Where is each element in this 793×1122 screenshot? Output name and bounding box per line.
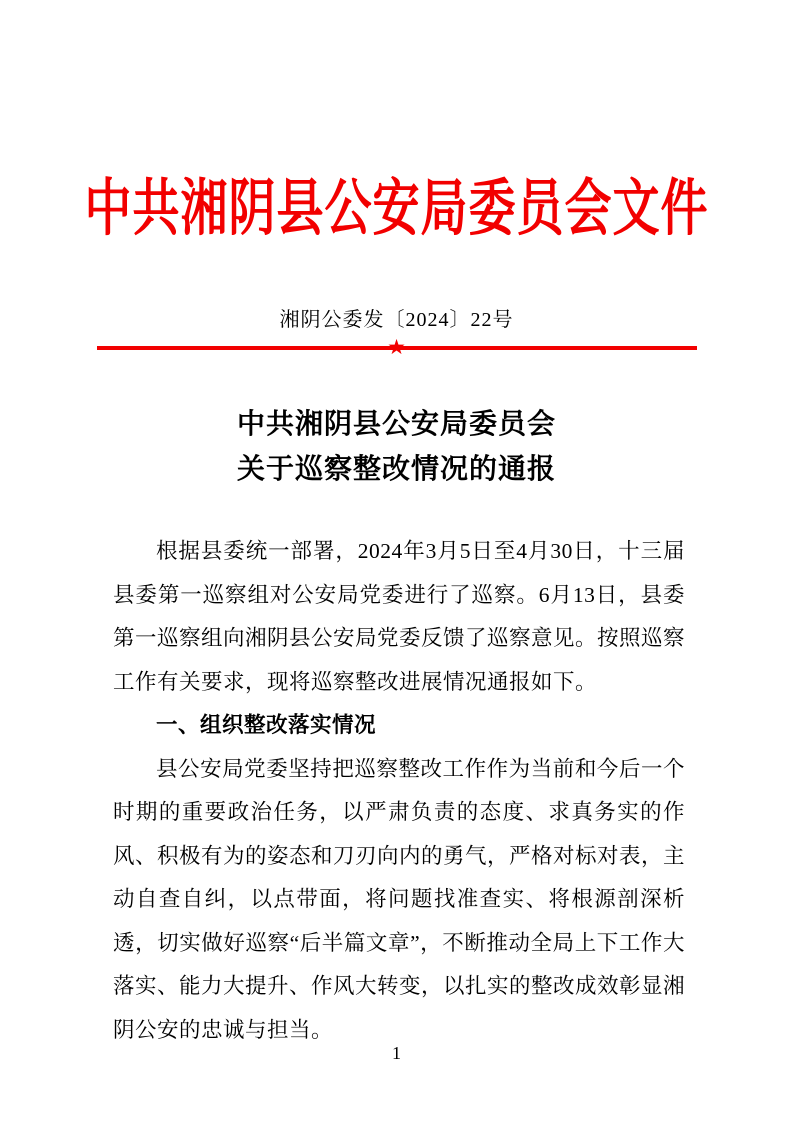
document-title — [0, 402, 793, 492]
document-title-line1: 中共湘阴县公安局委员会 — [236, 409, 556, 440]
star-icon: ★ — [387, 335, 406, 359]
letterhead-title: 中共湘阴县公安局委员会文件 — [84, 175, 709, 244]
page-number: 1 — [392, 1043, 401, 1063]
document-body — [113, 530, 685, 1052]
section-heading-1: 一、组织整改落实情况 — [156, 713, 377, 737]
body-paragraph-1: 根据县委统一部署，2024年3月5日至4月30日，十三届县委第一巡察组对公安局党委进行了巡察。6月13日，县委第一巡察组向湘阴县公安局党委反馈了巡察意见。按照巡察工作有关要求，现将巡察整改进展情况通报如下。 — [113, 539, 686, 694]
body-paragraph-2: 县公安局党委坚持把巡察整改工作作为当前和今后一个时期的重要政治任务，以严肃负责的态度、求真务实的作风、积极有为的姿态和刀刃向内的勇气，严格对标对表，主动自查自纠，以点带面，将问题找准查实、将根源剖深析透，切实做好巡察“后半篇文章”，不断推动全局上下工作大落实、能力大提升、作风大转变，以扎实的整改成效彰显湘阴公安的忠诚与担当。 — [113, 756, 686, 1042]
doc-number: 湘阴公委发〔2024〕22号 — [279, 309, 514, 331]
document-title-line2: 关于巡察整改情况的通报 — [236, 454, 556, 485]
red-divider — [97, 336, 697, 362]
